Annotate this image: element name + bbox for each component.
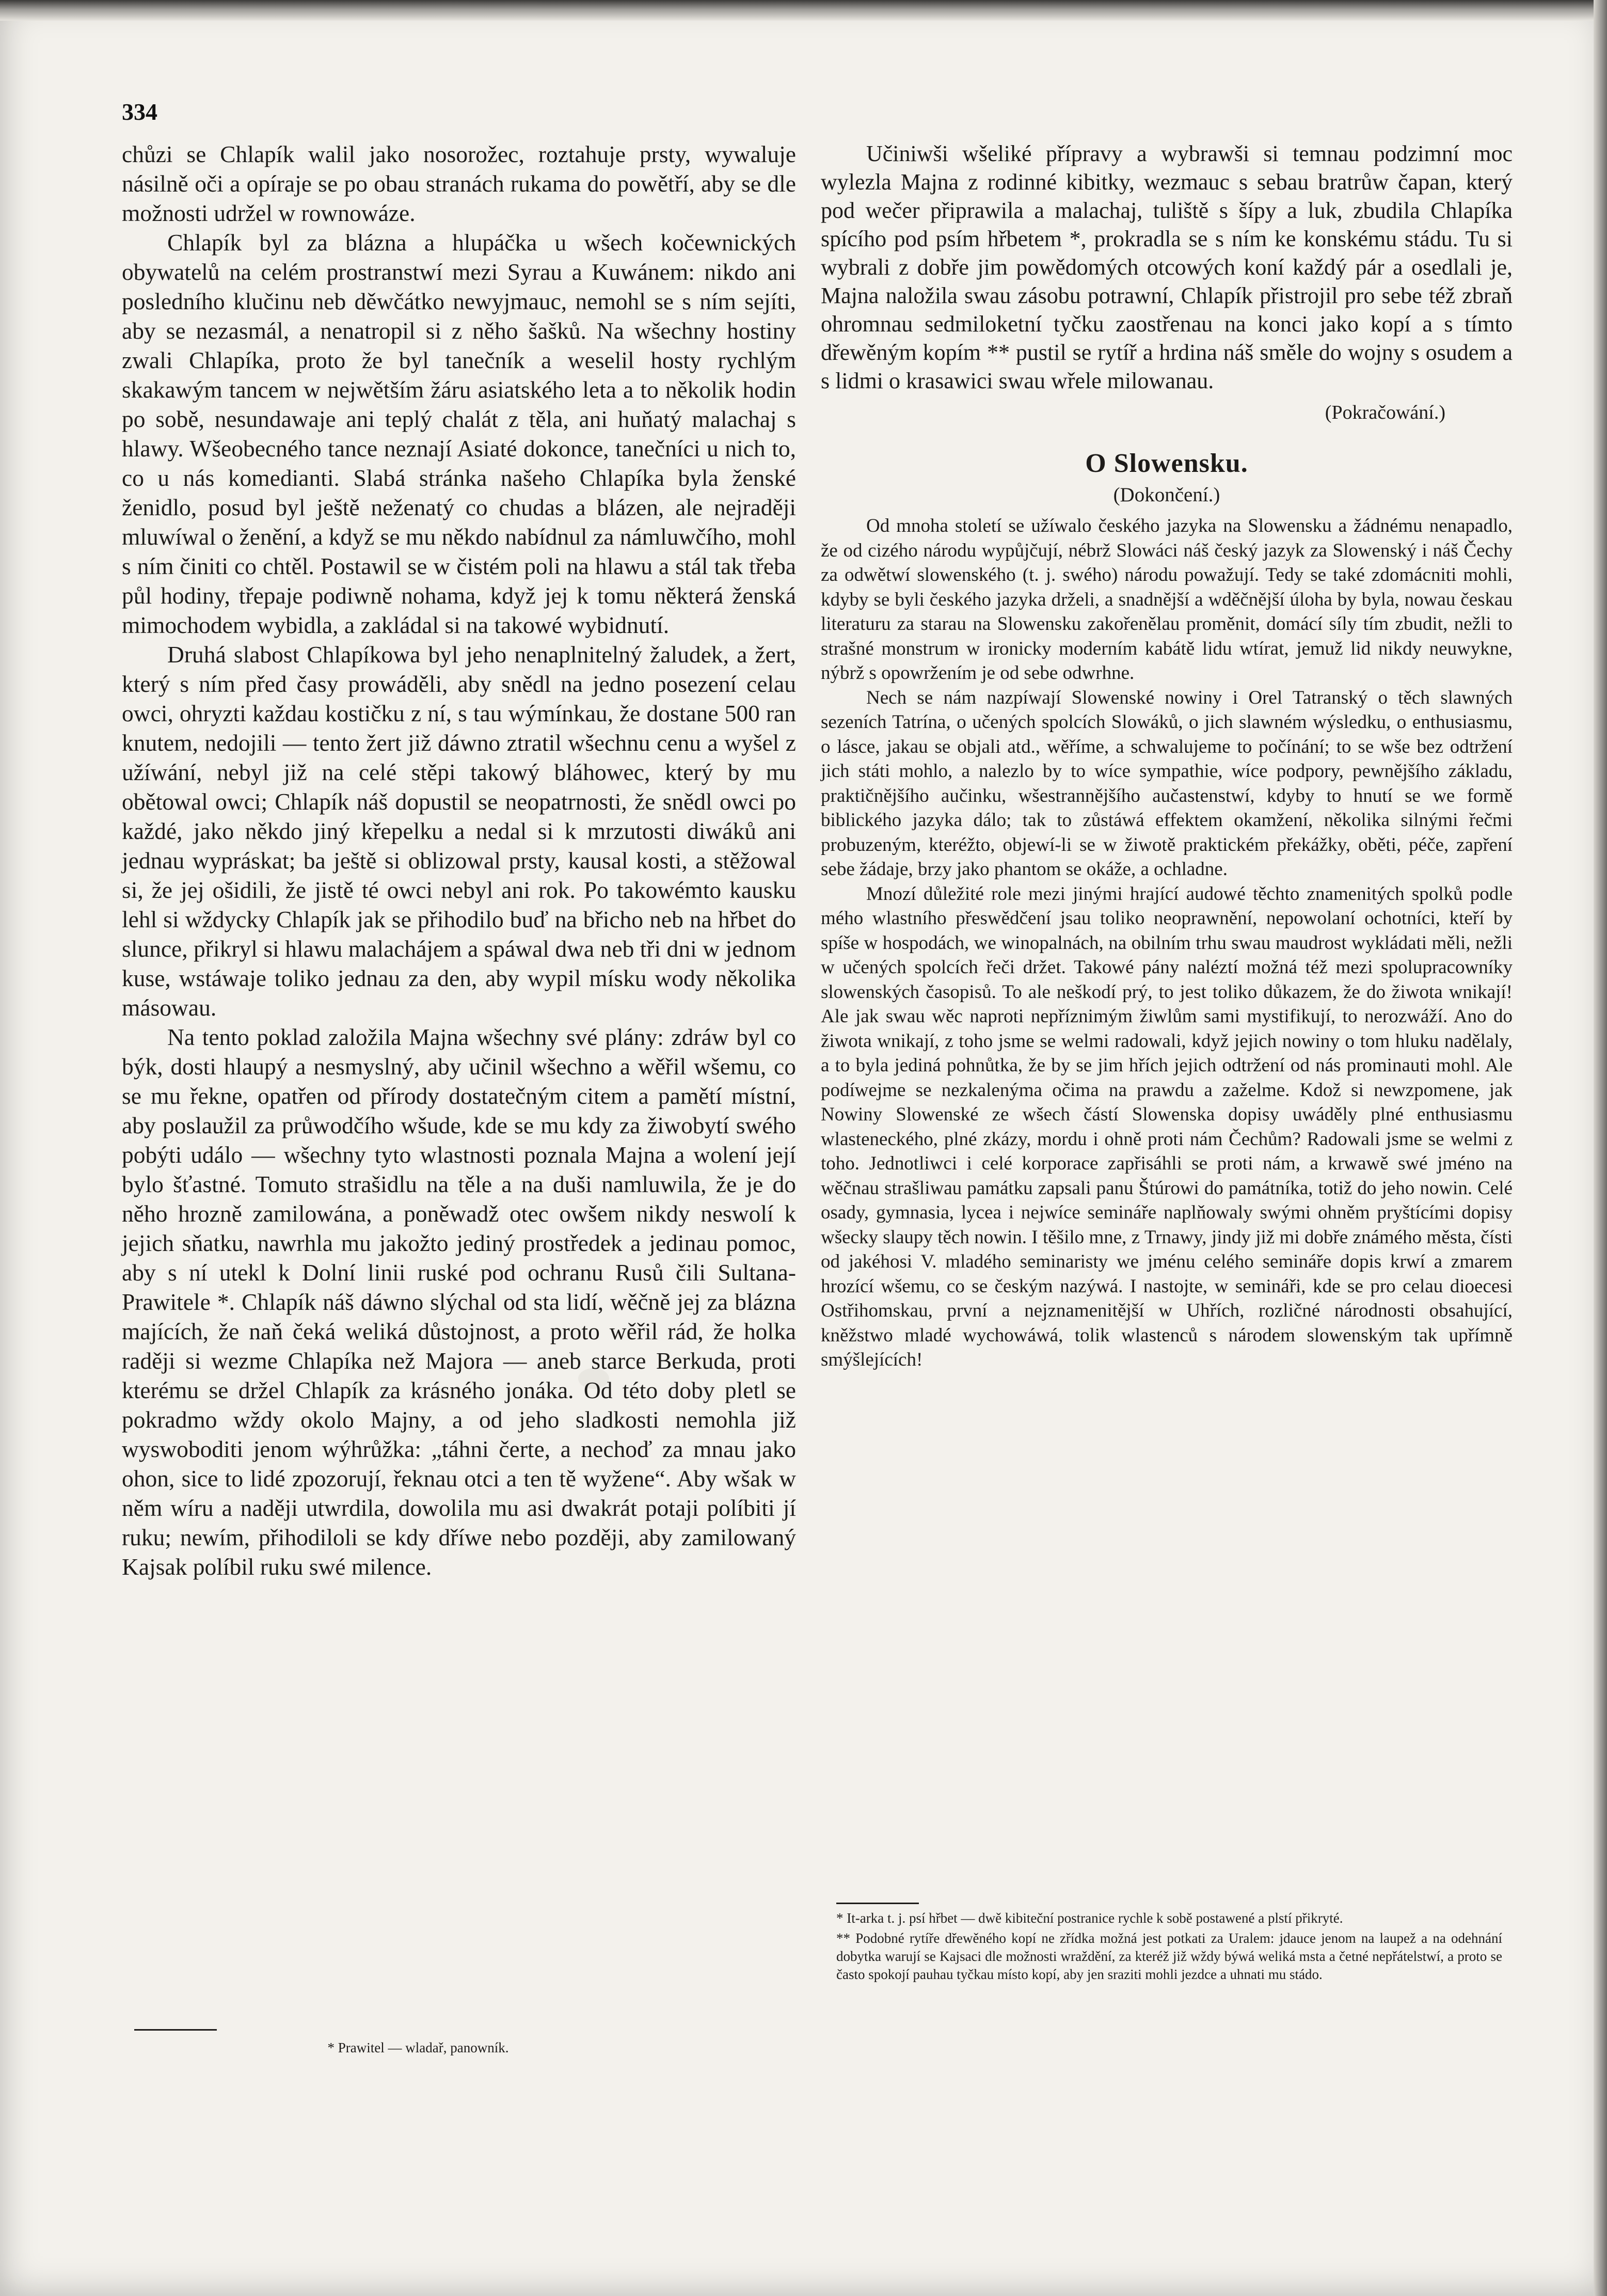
section-subtitle: (Dokončení.) bbox=[1113, 484, 1220, 506]
right-paragraph: Učiniwši wšeliké přípravy a wybrawši si temnau podzimní moc wylezla Majna z rodinné kibitky, wezmauc s sebau bratrůw čapan, který pod wečer připrawila a malachaj, tuliště s šípy a luk, zbudila Chlapíka spícího pod psím hřbetem *, prokradla se s ním ke konskému stádu. Tu si wybrali z dobře jim powědomých otcowých koní každý pár a osedlali je, Majna naložila swau zásobu potrawní, Chlapík přistrojil pro sebe též zbraň ohromnau sedmiloketní tyčku zaostřenau na konci jako kopí a s tímto dřewěným kopím ** pustil se rytíř a hrdina náš směle do wojny s osudem a s lidmi o krasawici swau wřele milowanau. bbox=[821, 141, 1513, 393]
continued-note: (Pokračowání.) bbox=[1325, 402, 1445, 423]
left-column bbox=[122, 139, 796, 1581]
scan-right-edge bbox=[1594, 0, 1607, 2296]
left-paragraph: Druhá slabost Chlapíkowa byl jeho nenaplnitelný žaludek, a žert, který s ním před časy prowáděli, aby snědl na jedno posezení celau owci, ohryzti každau kostičku z ní, s tau wýmínkau, že dostane 500 ran knutem, nedojili — tento žert již dáwno ztratil wšechnu cenu a wyšel z užíwání, nebyl již na celé stěpi takowý bláhowec, který by mu obětowal owci; Chlapík náš dopustil se neopatrnosti, že snědl owci po každé, jako někdo jiný křepelku a nedal si k mrzutosti diwáků ani jednau wypráskat; ba ještě si oblizowal prsty, kausal kosti, a stěžowal si, že jej ošidili, že jistě té owci nebyl ani rok. Po takowémto kausku lehl si wždycky Chlapík jak se přihodilo buď na břicho neb na hřbet do slunce, přikryl si hlawu malachájem a spáwal dwa neb tři dni w jednom kuse, wstáwaje toliko jednau za den, aby wypil mísku wody několika másowau. bbox=[122, 641, 796, 1021]
left-footnote: * Prawitel — wladař, panowník. bbox=[327, 2040, 509, 2055]
footnote-rule bbox=[134, 2029, 217, 2031]
page-number: 334 bbox=[122, 99, 157, 125]
footnote-rule bbox=[836, 1903, 919, 1904]
section-paragraph: Nech se nám nazpíwají Slowenské nowiny i Orel Tatranský o těch slawných sezeních Tatrína, o učených spolcích Slowáků, o jich slawném wýsledku, o enthusiasmu, o lásce, jakau se objali atd., wěříme, a schwalujeme to počínání; to se wše bez odtržení jich státi mohlo, a nalezlo by to wíce sympathie, wíce podpory, pewnějšího základu, praktičnějšího aučinku, wšestrannějšího aučastenstwí, kdyby to hnutí se we formě biblického jazyka dálo; tak to zůstáwá effektem okamžení, několika silnými řečmi probuzeným, kteréžto, objewí-li se w žiwotě praktickém překážky, oběti, péče, zapření sebe žádaje, brzy jako phantom se okáže, a ochladne. bbox=[821, 687, 1513, 880]
left-paragraph: chůzi se Chlapík walil jako nosorožec, roztahuje prsty, wywaluje násilně oči a opíraje se po obau stranách rukama do powětří, aby se dle možnosti udržel w rownowáze. bbox=[122, 141, 796, 226]
right-footnote: * It-arka t. j. psí hřbet — dwě kibiteční postranice rychle k sobě postawené a plstí přikryté. bbox=[836, 1910, 1343, 1926]
section-title: O Slowensku. bbox=[1085, 449, 1248, 478]
right-footnote: ** Podobné rytíře dřewěného kopí ne zřídka možná jest potkati za Uralem: jdauce jenom na laupež a na odehnání dobytka warují se Kajsaci dle možnosti wraždění, za kteréž již wždy býwá weliká msta a četné nepřátelstwí, a proto se často spokojí pauhau tyčkau místo kopí, aby jen sraziti mohli jezdce a uhnati mu stádo. bbox=[836, 1930, 1502, 1982]
section-paragraph: Mnozí důležité role mezi jinými hrající audowé těchto znamenitých spolků podle mého wlastního přeswědčení jsau toliko neoprawnění, nepowolaní ochotníci, kteří by spíše w hospodách, we winopalnách, na obilním trhu swau maudrost wykládati měli, nežli w učených spolcích řeči držet. Takowé pány naléztí možná též mezi spolupracowníky slowenských časopisů. To ale neškodí prý, to jest toliko důkazem, že do žiwota wnikají! Ale jak swau wěc naproti nepříznimým žiwlům sami mystifikují, to nerozwáží. Ano do žiwota wnikají, z toho jsme se welmi radowali, když jejich nowiny o tom hluku nadělaly, a to byla jediná pohnůtka, že by se jim hřích jejich odtržení od nás prominauti mohl. Ale podíwejme se nezkalenýma očima na prawdu a zaželme. Kdož si newzpomene, jak Nowiny Slowenské ze wšech částí Slowenska dopisy uwáděly plné enthusiasmu wlasteneckého, plné zkázy, mordu i ohně proti nám Čechům? Radowali jsme se welmi z toho. Jednotliwci i celé korporace zapřisáhli se proti nám, a krwawě swé jméno na wěčnau strašliwau památku zapsali panu Štúrowi do památníka, totiž do jeho nowin. Celé osady, gymnasia, lycea i nejwíce semináře naplňowaly swými ohněm pryštícími dopisy wšecky slaupy těch nowin. I těšilo mne, z Trnawy, jindy již mi dobře známého města, čísti od jakéhosi V. mladého seminaristy we jménu celého semináře dopis krwí a zmarem hrozící wšemu, co se českým nazýwá. I nastojte, w semináři, kde se pro celau dioecesi Ostřihomskau, první a nejznamenitější w Uhřích, rozličné národnosti obsahující, kněžstwo mladé wychowáwá, tolik wlastenců s národem slowenským tak upřímně smýšlejících! bbox=[821, 883, 1513, 1370]
left-paragraph: Na tento poklad založila Majna wšechny své plány: zdráw byl co býk, dosti hlaupý a nesmyslný, aby učinil wšechno a wěřil wšemu, co se mu řekne, opatřen od přírody dostatečným citem a pamětí místní, aby poslaužil za průwodčího wšude, kde se mu kdy za žiwobytí swého pobýti událo — wšechny tyto wlastnosti poznala Majna a wolení její bylo šťastné. Tomuto strašidlu na těle a na duši namluwila, že je do něho hrozně zamilowána, a poněwadž otec owšem nikdy neswolí k jejich sňatku, nawrhla mu jakožto jediný prostředek a jedinau pomoc, aby s ní utekl k Dolní linii ruské pod ochranu Rusů čili Sultana-Prawitele *. Chlapík náš dáwno slýchal od sta lidí, wěčně jej za blázna majících, že naň čeká weliká důstojnost, a proto wěřil rád, že holka raději si wezme Chlapíka než Majora — aneb starce Berkuda, proti kterému se držel Chlapík za krásného jonáka. Od této doby pletl se pokradmo wždy okolo Majny, a od jeho sladkosti nemohla již wyswoboditi jenom wýhrůžka: „táhni čerte, a nechoď za mnau jako ohon, sice to lidé zpozorují, řeknau otci a ten tě wyžene“. Aby wšak w něm wíru a naději utwrdila, dowolila mu asi dwakrát potaji políbiti jí ruku; newím, přihodiloli se kdy dříwe nebo později, aby zamilowaný Kajsak políbil ruku swé milence. bbox=[122, 1024, 796, 1580]
section-paragraph: Od mnoha století se užíwalo českého jazyka na Slowensku a žádnému nenapadlo, že od cizého národu wypůjčují, nébrž Slowáci náš český jazyk za Slowenský i náš Čechy za odwětwí slowenského (t. j. swého) národu powažují. Tedy se také zdomácniti mohli, kdyby se byli českého jazyka drželi, a snadnější a wděčnější úloha by byla, nowau českau literaturu za starau na Slowensku zakořenělau proměnit, domácí síly tím zbudit, nežli to strašné monstrum w ironicky moderním kabátě lidu wtírat, jemuž lid nikdy neuwykne, nýbrž s opowržením je od sebe odwrhne. bbox=[821, 515, 1513, 684]
left-paragraph: Chlapík byl za blázna a hlupáčka u wšech kočewnických obywatelů na celém prostranstwí mezi Syrau a Kuwánem: nikdo ani posledního klučinu neb děwčátko newyjmauc, nemohl se s ním sejíti, aby se nezasmál, a nenatropil si z něho šašků. Na wšechny hostiny zwali Chlapíka, proto že byl tanečník a weselil hosty rychlým skakawým tancem w nejwětším žáru asiatského leta a to několik hodin po sobě, nesundawaje ani teplý chalát z těla, ani huňatý malachaj s hlawy. Wšeobecného tance neznají Asiaté dokonce, tanečníci u nich to, co u nás komedianti. Slabá stránka našeho Chlapíka byla ženské ženidlo, posud byl ještě neženatý co chudas a blázen, ale nejraději mluwíwal o ženění, a když se mu někdo nabídnul za námluwčího, mohl s ním činiti co chtěl. Postawil se w čistém poli na hlawu a stál tak třeba půl hodiny, třepaje podiwně nohama, když jej k tomu některá ženská mimochodem wybidla, a zakládal si na takowé wybidnutí. bbox=[122, 229, 796, 638]
right-footnotes bbox=[836, 1903, 1502, 1986]
right-column bbox=[821, 139, 1513, 1372]
left-footnotes bbox=[155, 2029, 671, 2059]
scan-top-edge bbox=[0, 0, 1607, 21]
